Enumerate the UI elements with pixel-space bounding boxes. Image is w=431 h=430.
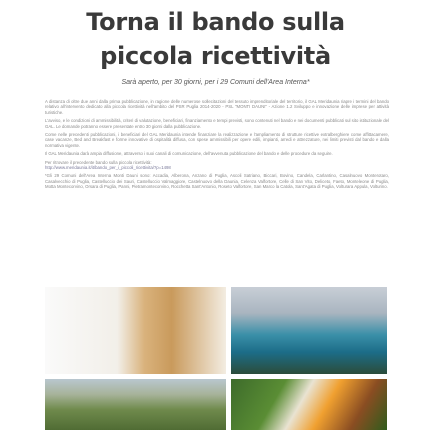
swimming-pool-photo xyxy=(231,287,387,374)
paragraph-5-text: Per ritrovare il precedente bando sulla piccola ricettività: xyxy=(45,159,152,165)
previous-bando-link[interactable]: http://www.meridaunia.it/it/bando_per_i_piccoli_ricettivita/?p=1498 xyxy=(45,165,171,171)
countryside-hills-photo xyxy=(45,379,226,430)
title-line-1: Torna il bando sulla xyxy=(86,8,345,36)
paragraph-1: A distanza di oltre due anni dalla prima pubblicazione, in ragione delle numerose sollecitazioni del tessuto imprenditoriale del territorio, il GAL Meridaunia riapre i termini del bando relativo all'intervento dedicato alla piccola ricettività nell'ambito del PSR Puglia 2014-2020 - PSL "MONTI DAUNI" - Azione 1.2 Sviluppo e innovazione delle imprese per attività turistiche. xyxy=(45,99,389,115)
food-platter-photo xyxy=(231,379,387,430)
paragraph-4: Il GAL Meridaunia darà ampia diffusione, attraverso i suoi canali di comunicazione, dell'avvenuta pubblicazione del bando e delle procedure da seguire. xyxy=(45,151,333,157)
page-title xyxy=(0,6,431,70)
title-line-2: piccola ricettività xyxy=(100,42,331,70)
photo-grid xyxy=(45,287,387,430)
article-body xyxy=(45,99,389,193)
paragraph-5 xyxy=(45,160,389,171)
paragraph-2: L'avviso, e le condizioni di ammissibilità, criteri di valutazione, beneficiari, finanziamento e tempi previsti, sono contenuti nel bando e nei documenti pubblicati sul sito istituzionale del GAL. Le domande potranno essere presentate entro 30 giorni dalla pubblicazione. xyxy=(45,118,389,129)
paragraph-3: Come nelle precedenti pubblicazioni, i beneficiari del GAL Meridaunia intende finanziare la realizzazione e l'ampliamento di strutture ricettive extralberghiere come affittacamere, case vacanze, Bed and Breakfast e forme innovative di ospitalità diffusa, con spese ammissibili per opere edili, impianti, arredi e attrezzature, nei limiti previsti dal bando e dalla normativa vigente. xyxy=(45,132,389,148)
paragraph-6: *Gli 29 Comuni dell'Area Interna Monti Dauni sono: Accadia, Alberona, Anzano di Puglia, Ascoli Satriano, Biccari, Bovino, Candela, Carlantino, Casalnuovo Monterotaro, Casalvecchio di Puglia, Castelluccio dei Sauri, Castelluccio Valmaggiore, Castelnuovo della Daunia, Celenza Valfortore, Celle di San Vito, Deliceto, Faeto, Monteleone di Puglia, Motta Montecorvino, Orsara di Puglia, Panni, Pietramontecorvino, Rocchetta Sant'Antonio, Roseto Valfortore, San Marco la Catola, Sant'Agata di Puglia, Volturara Appula, Volturino. xyxy=(45,173,389,190)
subtitle: Sarà aperto, per 30 giorni, per i 29 Comuni dell'Area Interna* xyxy=(121,79,310,86)
hotel-room-photo xyxy=(45,287,226,374)
